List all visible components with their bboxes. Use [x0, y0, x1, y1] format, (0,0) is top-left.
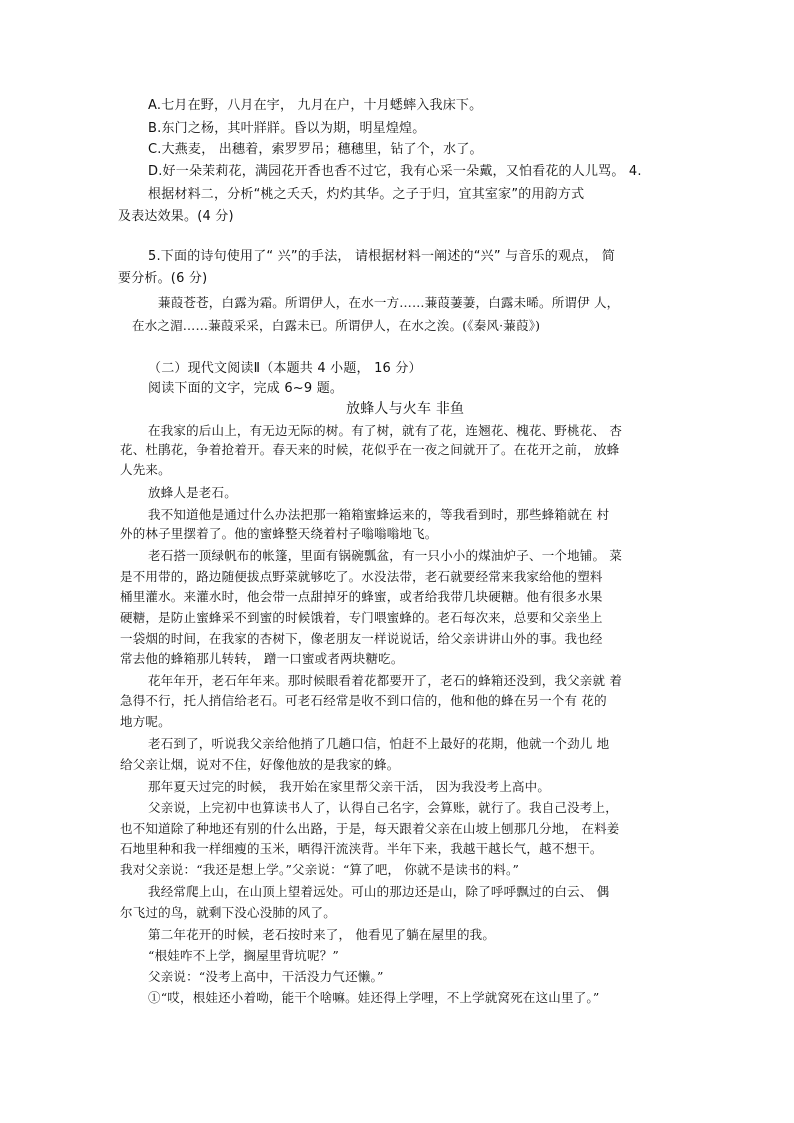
section-heading: （二）现代文阅读Ⅱ（本题共 4 小题， 16 分）	[148, 361, 422, 376]
article-line: 放蜂人是老石。	[148, 485, 237, 500]
question-5-line-1: 5.下面的诗句使用了“ 兴”的手法， 请根据材料一阐述的“兴” 与音乐的观点， 简	[148, 249, 616, 264]
question-4-line-1: 根据材料二，分析“桃之夭夭，灼灼其华。之子于归，宜其室家”的用韵方式	[148, 187, 585, 202]
article-line: 我经常爬上山，在山顶上望着远处。可山的那边还是山，除了呼呼飘过的白云、 偶	[148, 884, 610, 899]
article-line: 桶里灌水。来灌水时，他会带一点甜掉牙的蜂蜜，或者给我带几块硬糖。他有很多水果	[120, 589, 603, 604]
option-c: C.大燕麦， 出穗着，索罗罗吊；穗穗里，钻了个，水了。	[148, 142, 483, 157]
article-line: 尔飞过的鸟，就剩下没心没肺的风了。	[120, 905, 336, 920]
article-line: 花、杜鹃花，争着抢着开。春天来的时候，花似乎在一夜之间就开了。在花开之前， 放蜂	[120, 442, 620, 457]
article-line: 急得不行，托人捎信给老石。可老石经常是收不到口信的，他和他的蜂在另一个有 花的	[120, 693, 607, 708]
poem-line-2: 在水之湄……蒹葭采采，白露未已。所谓伊人，在水之涘。(《秦风·蒹葭》)	[132, 318, 541, 333]
article-line: 老石到了，听说我父亲给他捎了几趟口信，怕赶不上最好的花期，他就一个劲儿 地	[148, 736, 610, 751]
question-4-line-2: 及表达效果。(4 分)	[118, 209, 234, 224]
question-5-line-2: 要分析。(6 分)	[118, 271, 208, 286]
article-line: 那年夏天过完的时候， 我开始在家里帮父亲干活， 因为我没考上高中。	[148, 779, 551, 794]
section-instruction: 阅读下面的文字，完成 6~9 题。	[148, 381, 344, 396]
article-line: 也不知道除了种地还有别的什么出路，于是，每天跟着父亲在山坡上刨那几分地， 在料姜	[120, 821, 620, 836]
article-line: 老石搭一顶绿帆布的帐篷，里面有锅碗瓢盆，有一只小小的煤油炉子、一个地铺。 菜	[148, 548, 623, 563]
option-b: B.东门之杨，其叶牂牂。昏以为期，明星煌煌。	[148, 121, 426, 136]
article-line: 我对父亲说：“我还是想上学。”父亲说：“算了吧， 你就不是读书的料。”	[120, 862, 520, 877]
article-line: 父亲说：“没考上高中，干活没力气还懒。”	[148, 969, 384, 984]
article-line: “根娃咋不上学，搁屋里背坑呢？”	[148, 948, 339, 963]
option-a: A.七月在野，八月在宇， 九月在户，十月蟋蟀入我床下。	[148, 98, 483, 113]
article-line: 一袋烟的时间，在我家的杏树下，像老朋友一样说说话，给父亲讲讲山外的事。我也经	[120, 631, 603, 646]
article-line: ①“哎，根娃还小着呦，能干个啥嘛。娃还得上学哩，不上学就窝死在这山里了。”	[148, 990, 600, 1005]
article-line: 硬糖，是防止蜜蜂采不到蜜的时候饿着，专门喂蜜蜂的。老石每次来，总要和父亲坐上	[120, 610, 603, 625]
article-line: 我不知道他是通过什么办法把那一箱箱蜜蜂运来的，等我看到时，那些蜂箱就在 村	[148, 507, 610, 522]
article-line: 第二年花开的时候，老石按时来了， 他看见了躺在屋里的我。	[148, 927, 496, 942]
article-line: 是不用带的，路边随便拔点野菜就够吃了。水没法带，老石就要经常来我家给他的塑料	[120, 569, 603, 584]
article-line: 常去他的蜂箱那儿转转， 蹭一口蜜或者两块糖吃。	[120, 651, 404, 666]
article-title: 放蜂人与火车 非鱼	[346, 401, 465, 417]
poem-line-1: 蒹葭苍苍，白露为霜。所谓伊人，在水一方……蒹葭萋萋，白露未晞。所谓伊 人，	[158, 295, 620, 310]
article-line: 在我家的后山上，有无边无际的树。有了树，就有了花，连翘花、槐花、野桃花、 杏	[148, 423, 623, 438]
article-line: 给父亲让烟，说对不住，好像他放的是我家的蜂。	[120, 757, 400, 772]
article-line: 地方呢。	[120, 714, 171, 729]
article-line: 父亲说，上完初中也算读书人了，认得自己名字，会算账，就行了。我自己没考上，	[148, 800, 618, 815]
option-d: D.好一朵茉莉花，满园花开香也香不过它，我有心采一朵戴，又怕看花的人儿骂。 4.	[148, 164, 642, 179]
article-line: 石地里种和我一样细瘦的玉米，晒得汗流浃背。半年下来，我越干越长气，越不想干。	[120, 841, 603, 856]
article-line: 花年年开，老石年年来。那时候眼看着花都要开了，老石的蜂箱还没到，我父亲就 着	[148, 673, 623, 688]
article-line: 人先来。	[120, 462, 171, 477]
article-line: 外的林子里摆着了。他的蜜蜂整天绕着村子嗡嗡嗡地飞。	[120, 526, 438, 541]
